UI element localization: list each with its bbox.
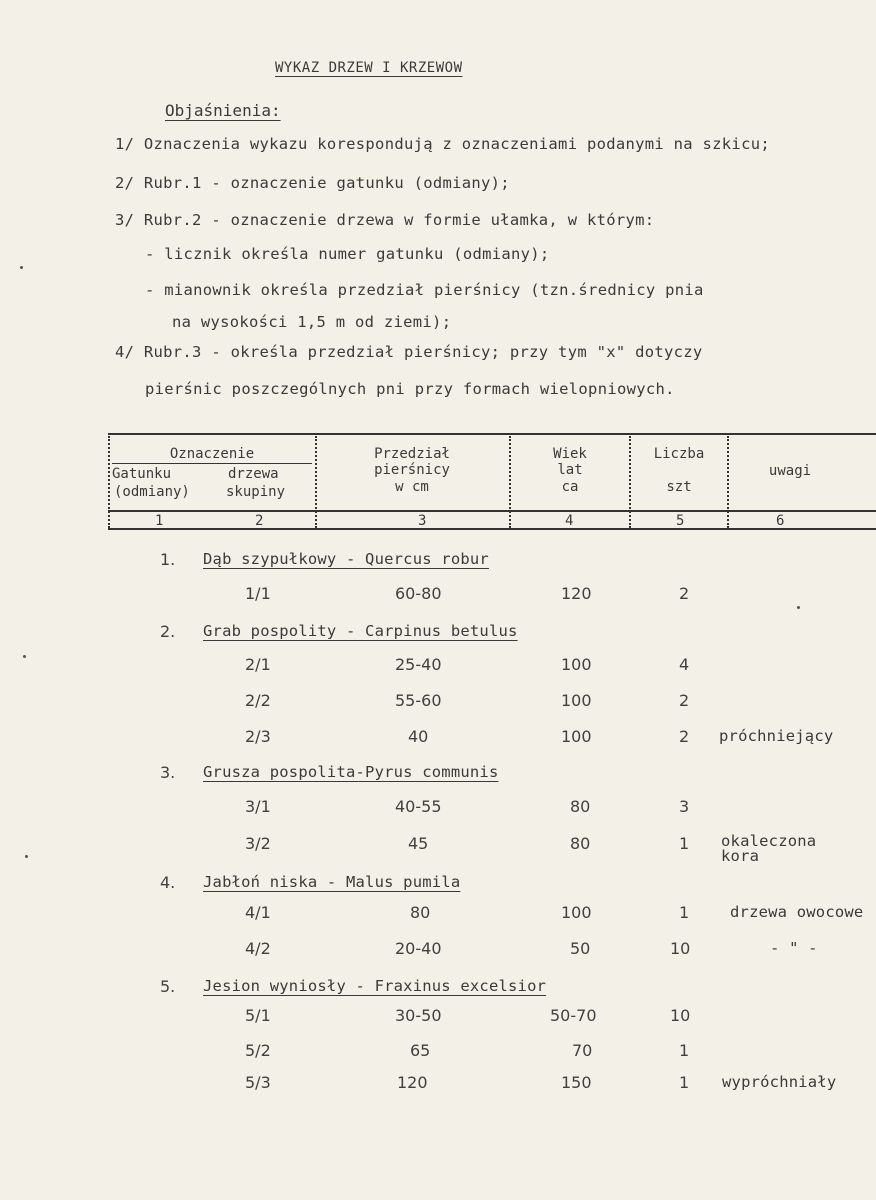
age: 100 <box>561 727 592 746</box>
tree-id: 2/2 <box>245 691 271 710</box>
age: 70 <box>572 1041 593 1060</box>
header-uwagi: uwagi <box>768 463 812 479</box>
document-title: WYKAZ DRZEW I KRZEWOW <box>275 60 463 76</box>
dbh-range: 25-40 <box>395 655 442 674</box>
dbh-range: 40-55 <box>395 797 442 816</box>
speck <box>23 655 26 658</box>
age: 120 <box>561 584 592 603</box>
oznaczenie-rule <box>112 463 312 464</box>
col-divider-0 <box>108 436 110 528</box>
note-3a: - licznik określa numer gatunku (odmiany); <box>145 245 550 263</box>
species-number: 1. <box>160 550 176 569</box>
note-3: 3/ Rubr.2 - oznaczenie drzewa w formie ułamka, w którym: <box>115 211 655 229</box>
dbh-range: 55-60 <box>395 691 442 710</box>
col-number-5: 5 <box>676 513 685 529</box>
note-3b-cont: na wysokości 1,5 m od ziemi); <box>172 313 452 331</box>
remark: próchniejący <box>719 727 834 745</box>
speck <box>20 266 23 269</box>
header-wiek-2: lat <box>557 462 583 478</box>
tree-id: 4/2 <box>245 939 271 958</box>
count: 10 <box>670 939 691 958</box>
tree-id: 4/1 <box>245 903 271 922</box>
header-wiek-1: Wiek <box>553 446 587 462</box>
tree-id: 5/3 <box>245 1073 271 1092</box>
age: 50 <box>570 939 591 958</box>
remark: - " - <box>770 939 818 957</box>
count: 2 <box>679 727 690 746</box>
age: 100 <box>561 903 592 922</box>
remark: okaleczona kora <box>721 832 817 865</box>
tree-id: 2/3 <box>245 727 271 746</box>
age: 80 <box>570 797 591 816</box>
dbh-range: 45 <box>408 834 429 853</box>
note-1: 1/ Oznaczenia wykazu korespondują z oznaczeniami podanymi na szkicu; <box>115 135 770 153</box>
header-bottom-rule <box>108 528 876 530</box>
dbh-range: 120 <box>397 1073 428 1092</box>
species-name: Jesion wyniosły - Fraxinus excelsior <box>203 977 547 995</box>
age: 100 <box>561 691 592 710</box>
dbh-range: 65 <box>410 1041 431 1060</box>
count: 2 <box>679 584 690 603</box>
count: 10 <box>670 1006 691 1025</box>
note-2: 2/ Rubr.1 - oznaczenie gatunku (odmiany); <box>115 174 510 192</box>
tree-id: 5/2 <box>245 1041 271 1060</box>
note-4-cont: pierśnic poszczególnych pni przy formach wielopniowych. <box>145 380 675 398</box>
species-number: 3. <box>160 763 176 782</box>
header-skupiny: skupiny <box>226 484 286 500</box>
species-name: Grab pospolity - Carpinus betulus <box>203 622 518 640</box>
remark: wypróchniały <box>722 1073 837 1091</box>
note-3b: - mianownik określa przedział pierśnicy (tzn.średnicy pnia <box>145 281 704 299</box>
col-divider-2 <box>509 436 511 528</box>
age: 50-70 <box>550 1006 597 1025</box>
col-number-1: 1 <box>155 513 164 529</box>
count: 1 <box>679 903 690 922</box>
header-przedzial-1: Przedział <box>374 446 450 462</box>
header-przedzial-3: w cm <box>395 479 429 495</box>
explanations-heading: Objaśnienia: <box>165 101 281 120</box>
header-odmiany: (odmiany) <box>114 484 190 500</box>
count: 1 <box>679 1073 690 1092</box>
count: 1 <box>679 834 690 853</box>
header-liczba: Liczba <box>653 446 705 462</box>
note-4: 4/ Rubr.3 - określa przedział pierśnicy; przy tym "x" dotyczy <box>115 343 703 361</box>
tree-id: 5/1 <box>245 1006 271 1025</box>
dbh-range: 20-40 <box>395 939 442 958</box>
species-name: Grusza pospolita-Pyrus communis <box>203 763 499 781</box>
header-mid-rule <box>108 510 876 512</box>
age: 80 <box>570 834 591 853</box>
remark: drzewa owocowe <box>730 903 864 921</box>
speck <box>797 606 800 609</box>
count: 3 <box>679 797 690 816</box>
age: 150 <box>561 1073 592 1092</box>
tree-id: 1/1 <box>245 584 271 603</box>
col-number-6: 6 <box>776 513 785 529</box>
header-oznaczenie: Oznaczenie <box>169 446 255 462</box>
col-divider-1 <box>315 436 317 528</box>
col-number-2: 2 <box>255 513 264 529</box>
tree-id: 3/2 <box>245 834 271 853</box>
col-number-3: 3 <box>418 513 427 529</box>
count: 1 <box>679 1041 690 1060</box>
dbh-range: 40 <box>408 727 429 746</box>
speck <box>25 855 28 858</box>
species-name: Dąb szypułkowy - Quercus robur <box>203 550 489 568</box>
header-przedzial-2: pierśnicy <box>374 462 450 478</box>
age: 100 <box>561 655 592 674</box>
tree-id: 2/1 <box>245 655 271 674</box>
species-number: 4. <box>160 873 176 892</box>
col-number-4: 4 <box>565 513 574 529</box>
col-divider-4 <box>727 436 729 528</box>
species-number: 2. <box>160 622 176 641</box>
species-number: 5. <box>160 977 176 996</box>
species-name: Jabłoń niska - Malus pumila <box>203 873 461 891</box>
header-wiek-3: ca <box>561 479 579 495</box>
dbh-range: 80 <box>410 903 431 922</box>
header-top-rule <box>108 433 876 435</box>
count: 4 <box>679 655 690 674</box>
dbh-range: 30-50 <box>395 1006 442 1025</box>
header-gatunku: Gatunku <box>112 466 172 482</box>
header-szt: szt <box>666 479 692 495</box>
count: 2 <box>679 691 690 710</box>
dbh-range: 60-80 <box>395 584 442 603</box>
header-drzewa: drzewa <box>228 466 279 482</box>
col-divider-3 <box>629 436 631 528</box>
tree-id: 3/1 <box>245 797 271 816</box>
